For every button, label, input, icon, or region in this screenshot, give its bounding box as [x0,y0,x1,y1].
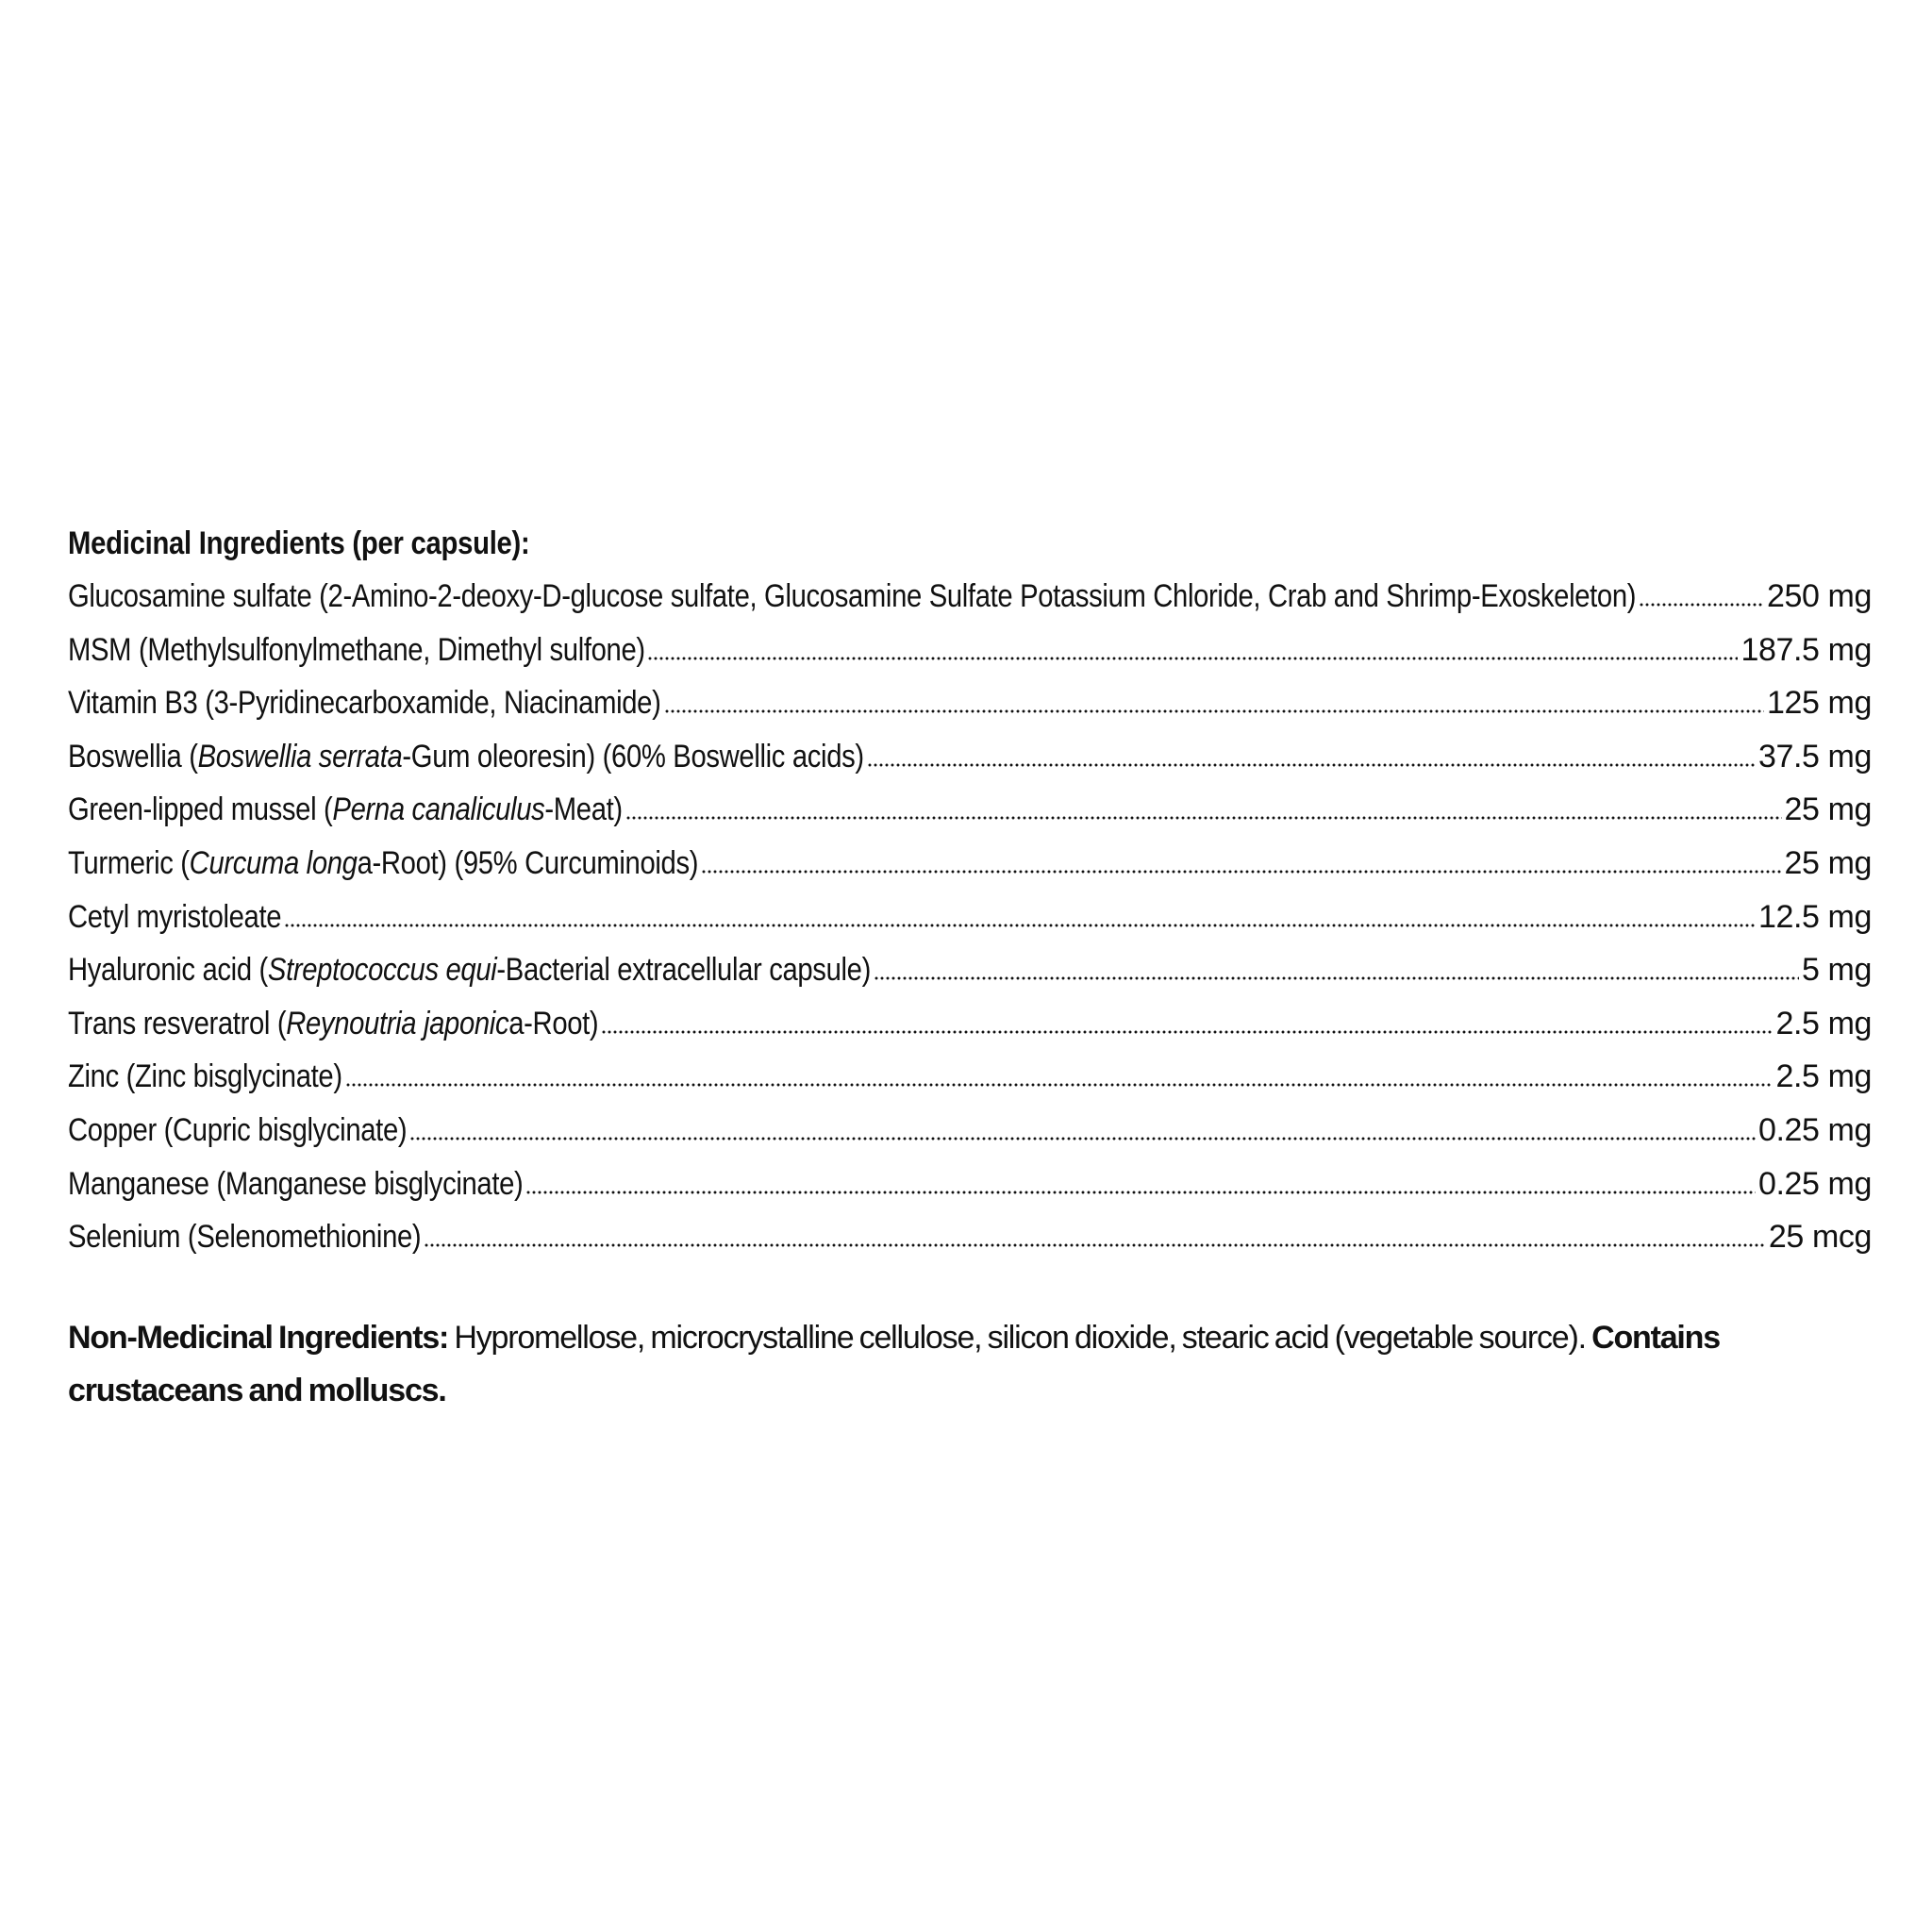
ingredient-name-part: Hyaluronic acid ( [68,952,268,989]
non-medicinal-text: Hypromellose, microcrystalline cellulose, silicon dioxide, stearic acid (vegetable source). [448,1320,1592,1356]
ingredient-name-part: Turmeric ( [68,844,190,881]
ingredient-name-part: -Meat) [544,791,623,828]
ingredient-row [68,943,1872,997]
ingredient-name-part: Trans resveratrol ( [68,1005,287,1041]
ingredient-name-part: a-Root) (95% Curcuminoids) [357,844,699,881]
ingredient-name-part: Boswellia ( [68,738,198,774]
dot-leader [701,870,1781,874]
ingredient-row [68,1158,1872,1211]
dot-leader [625,816,1781,820]
ingredient-amount: 25 mg [1784,844,1872,881]
ingredient-amount: 37.5 mg [1757,738,1872,774]
ingredient-name [68,1050,342,1104]
ingredient-name-part: Manganese (Manganese bisglycinate) [68,1165,524,1202]
ingredient-row [68,624,1872,677]
ingredient-name [68,943,871,997]
dot-leader [1639,603,1764,607]
ingredient-amount: 5 mg [1802,952,1872,989]
allergen-warning: Contains crustaceans and molluscs. [68,1320,1720,1408]
ingredient-name [68,624,645,677]
ingredient-name-part: a-Root) [508,1005,599,1041]
ingredient-row [68,1210,1872,1264]
ingredient-latin-name: Perna canaliculus [332,791,545,828]
ingredient-amount: 12.5 mg [1757,898,1872,935]
ingredient-amount: 0.25 mg [1757,1165,1872,1202]
ingredient-row [68,891,1872,944]
ingredient-row [68,730,1872,784]
dot-leader [867,763,1756,767]
ingredient-name-part: Green-lipped mussel ( [68,791,333,828]
ingredient-row [68,676,1872,730]
ingredient-list [68,570,1872,1264]
ingredient-name-part: -Bacterial extracellular capsule) [496,952,871,989]
ingredient-latin-name: Streptococcus equi [267,952,497,989]
ingredient-name [68,1104,408,1158]
ingredient-row [68,783,1872,837]
ingredient-amount: 25 mcg [1768,1219,1872,1256]
ingredient-row [68,570,1872,624]
dot-leader [424,1243,1766,1247]
ingredient-row [68,997,1872,1051]
ingredient-amount: 187.5 mg [1740,631,1872,668]
dot-leader [664,709,1764,713]
ingredient-name-part: Selenium (Selenomethionine) [68,1219,422,1256]
ingredient-name [68,676,661,730]
ingredient-name [68,783,623,837]
dot-leader [647,657,1738,660]
non-medicinal-label: Non-Medicinal Ingredients: [68,1320,449,1356]
dot-leader [284,924,1756,927]
ingredient-amount: 25 mg [1784,791,1872,828]
medicinal-ingredients-section [68,517,1872,1264]
ingredient-row [68,1050,1872,1104]
ingredient-row [68,1104,1872,1158]
ingredient-name-part: Vitamin B3 (3-Pyridinecarboxamide, Niacinamide) [68,685,661,722]
ingredient-row [68,837,1872,891]
ingredient-amount: 250 mg [1766,578,1872,614]
ingredient-name-part: Glucosamine sulfate (2-Amino-2-deoxy-D-glucose sulfate, Glucosamine Sulfate Potassium Chloride, Crab and Shrimp-Exoskeleton) [68,578,1637,614]
ingredient-amount: 2.5 mg [1775,1005,1872,1041]
ingredient-name [68,997,599,1051]
dot-leader [345,1083,1774,1087]
ingredient-name-part: MSM (Methylsulfonylmethane, Dimethyl sulfone) [68,631,645,668]
ingredient-amount: 2.5 mg [1775,1058,1872,1095]
dot-leader [409,1137,1755,1141]
ingredient-name [68,1210,422,1264]
ingredient-amount: 0.25 mg [1757,1111,1872,1148]
ingredient-name [68,730,864,784]
ingredient-name-part: Cetyl myristoleate [68,898,282,935]
medicinal-ingredients-heading: Medicinal Ingredients (per capsule): [68,525,530,561]
ingredient-latin-name: Boswellia serrata [197,738,403,774]
dot-leader [874,976,1799,980]
ingredient-latin-name: Reynoutria japonic [286,1005,509,1041]
ingredient-name [68,1158,524,1211]
ingredient-name-part: Zinc (Zinc bisglycinate) [68,1058,342,1095]
ingredient-name-part: -Gum oleoresin) (60% Boswellic acids) [402,738,864,774]
dot-leader [525,1191,1755,1194]
ingredient-latin-name: Curcuma long [189,844,358,881]
dot-leader [601,1030,1773,1034]
non-medicinal-ingredients-section [68,1311,1872,1417]
ingredient-name [68,891,282,944]
ingredient-name [68,570,1637,624]
ingredient-amount: 125 mg [1766,685,1872,722]
ingredient-name [68,837,699,891]
ingredient-name-part: Copper (Cupric bisglycinate) [68,1111,408,1148]
